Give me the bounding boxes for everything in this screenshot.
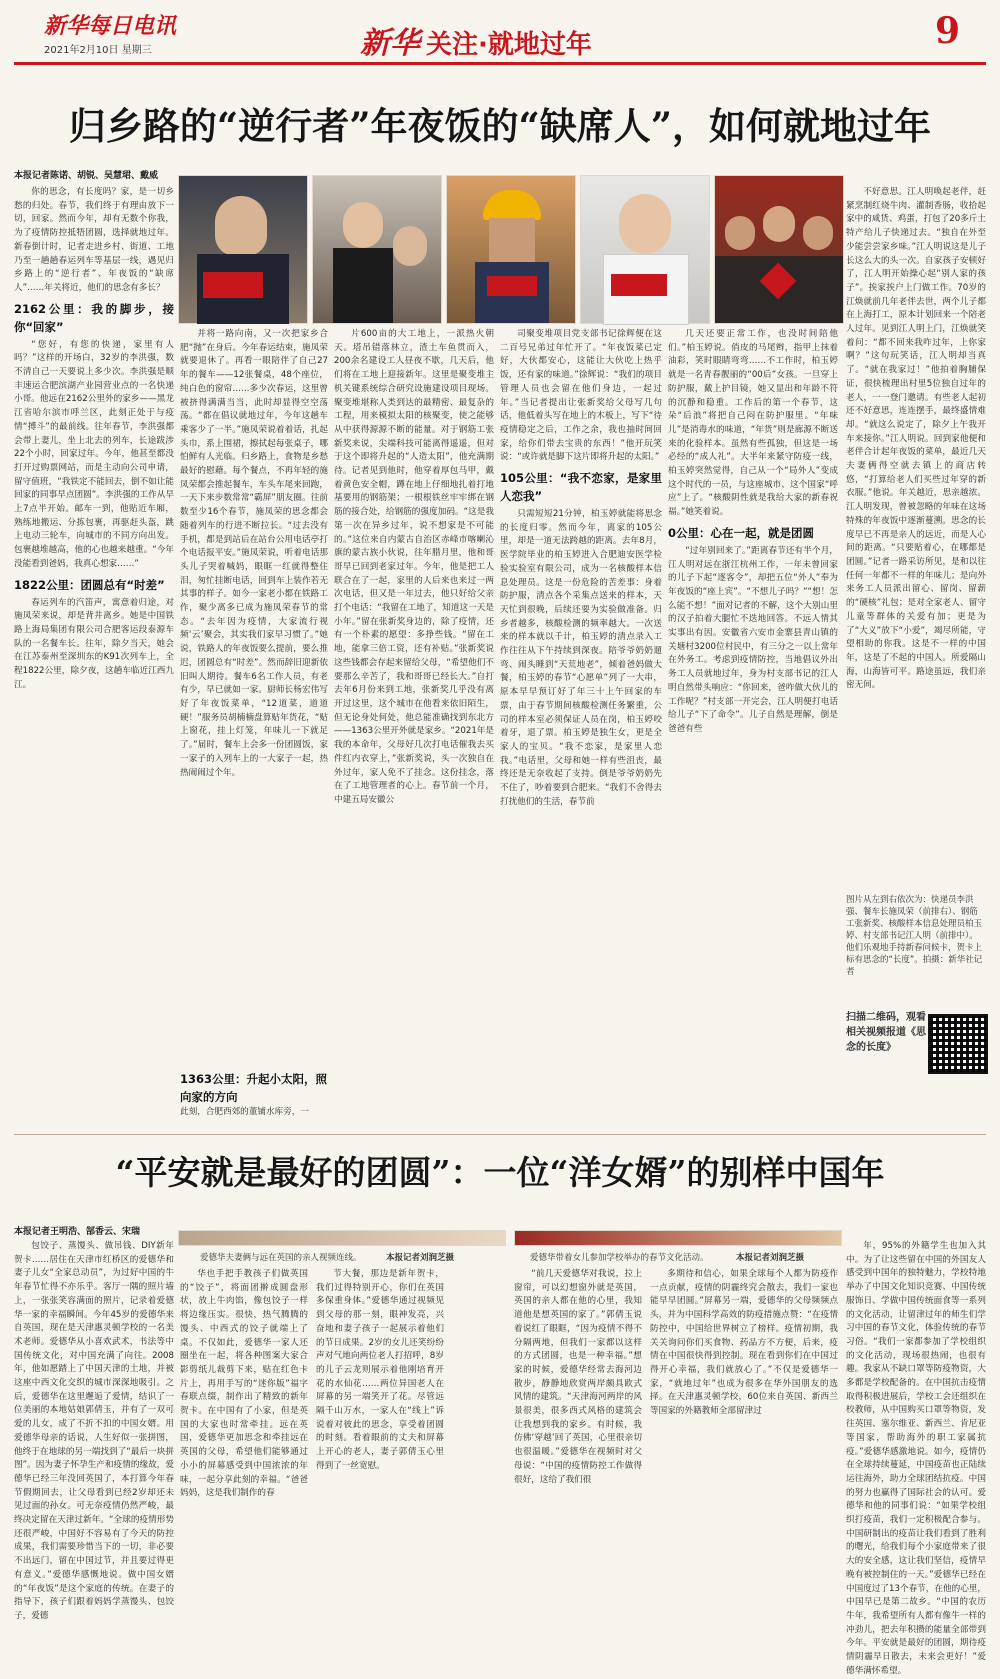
article1-byline: 本报记者陈诺、胡锐、吴慧珺、戴威 — [14, 171, 159, 181]
article2-caption2: 爱德华带着女儿参加学校举办的春节文化活动。 — [530, 1253, 709, 1263]
article1-subhead-0: 0公里：心在一起，就是团圆 — [668, 525, 815, 540]
article2-col3-text: 节大餐，那边是新年贺卡，我们过得特别开心，你们在英国多保重身体。”爱德华通过视频见到父母的那一刻，眼神发亮，兴奋地和妻子孩子一起展示着他们的节日成果。2岁的女儿还笑纷纷声对气地向两位老人打招呼，8岁的儿子云龙则展示着他刚培育开花的水仙花……两位异国老人在屏幕的另一端笑开了花。尽管远隔千山万水，一家人在“线上”诉说着对彼此的思念，享受着团圆的时刻。看着眼前的丈夫和屏幕上开心的老人，妻子郭倩玉心里得到了一丝宽慰。 — [316, 1269, 444, 1471]
article1-photo-strip — [178, 175, 842, 322]
article1-col6 — [846, 186, 986, 886]
article2-col1-text: 包饺子、蒸馒头、做吊钱、DIY新年贺卡……居住在天津市红桥区的爱德华和妻子儿女“全家总动员”，为过好中国的牛年春节忙得不亦乐乎。客厅一隅的照片墙上，一张张笑容满面的照片，记录着爱德华一家的幸福瞬间。今年45岁的爱德华来自英国，现在是天津惠灵顿学校的一名美术老师。爱德华从小喜欢武术，书法等中国传统文化，对中国充满了向往。2008年，他如愿踏上了中国天津的土地，并被这座中西文化交织的城市深深地吸引。之后，爱德华在这里邂逅了爱情，结识了一位美丽的本地姑娘郭倩玉，并有了一双可爱的儿女，成了不折不扣的中国女婿。用爱德华母亲的话说，人生好似一张拼图，他终于在地球的另一端找到了“最后一块拼图”。因为妻子怀孕生产和疫情的缘故，爱德华已经三年没回英国了，本打算今年春节假期回去，让父母看到已经2岁却还未见过面的孙女。可无奈疫情仍然严峻，最终决定留在天津过新年。“全球的疫情形势还很严峻，中国好不容易有了今天的防控成果，我们需要珍惜当下的一切，非必要不出远门，留在中国过节，并且要过得更有意义。”爱德华感慨地说。做中国女婿的“年夜饭”是这个家庭的传统。在妻子的指导下，孩子们跟着妈妈学蒸馒头、包饺子，爱德 — [14, 1241, 174, 1621]
article1-subhead-1822: 1822公里：团圆总有“时差” — [14, 577, 165, 592]
section-title: 关注·就地过年 — [426, 30, 592, 60]
article2-caption2-credit: 本报记者刘润芝摄 — [736, 1253, 805, 1263]
article1-subhead-1363: 1363公里：升起小太阳，照向家的方向 — [180, 1072, 328, 1104]
article1-col2 — [180, 328, 328, 1120]
article2-col6 — [846, 1240, 986, 1676]
article2-col5 — [650, 1268, 838, 1440]
section-logo: 新华 — [360, 26, 420, 61]
article2-col2 — [180, 1268, 308, 1499]
article1-col1-text: “您好，有您的快递，家里有人吗？”这样的开场白，32岁的李洪强，数不清自己一天要说上多少次。李洪强是顺丰速运合肥滨湖产业园营业点的一名快递小哥。他远在2162公里外的家乡——黑龙江省哈尔滨市呼兰区，此刻正处于与疫情“搏斗”的最前线。往年春节，李洪强都会带上妻儿，坐上北去的列车，长途跋涉22个小时，回家过年。今年，他甚至都没打开过购票网站，而是主动向公司申请，留守值班，“我铁定不能回去，倒不如让能回家的同事早点团圆”。李洪强的工作从早上7点半开始。邮车一到，他贴近车厢，熟练地搬运、分拣包裹，再驱赶头盔，跳上电动三轮车，向城市的不同方向出发。包裹越堆越高，他的心也越来越重。“今年没能看到爸妈，我真心想家……” — [14, 339, 174, 569]
page-number: 9 — [935, 10, 961, 52]
article-divider — [14, 1134, 986, 1135]
article2-col1 — [14, 1240, 174, 1621]
article1-col5-text: 几天还要正常工作，也没时间陪他们。”柏玉婷说。俏皮的马尾辫，指甲上抹着油彩，笑时眼睛弯弯……不工作时，柏玉婷就是一名青春靓丽的“00后”女孩。一旦穿上防护服，戴上护目镜，她又显出和年龄不符的沉静和稳重。工作后的第一个春节，这朵“后浪”将把自己闷在防护服里。“年味儿”是消毒水的味道，“年货”则是廊源不断送来的化验样本。虽然有些孤独，但这是一场必经的“成人礼”。大半年来紧守防疫一线，柏玉婷突然觉得，自己从一个“局外人”变成这个时代的一员，与这座城市、这个国家“呼应”上了。“核酸阴性就是我给大家的新春祝福。”她笑着说。 — [668, 329, 838, 518]
article1-col3 — [334, 328, 494, 1120]
article1-col1b-text: 春运列车的汽笛声，寓意着归途，对施凤荣来说，却是背井离乡。她是中国铁路上海局集团有限公司合肥客运段泰源车队的一名餐车长。往年，除夕当天，她会在江苏泰州至深圳东的K91次列车上，全程1822公里，除夕夜，这趟车临近江西九江。 — [14, 597, 174, 690]
article1-intro: 你的思念，有长度吗？家，是一切乡愁的归处。春节，我们终于有理由放下一切，回家。然而今年，却有无数个你我，为了疫情防控抵牾团圆，选择就地过年。新春倒计时，记者走进乡村、街道、工地乃至一趟趟春运列车等基层一线，遇见归乡路上的“逆行者”、年夜饭的“缺席人”……年关将近，他们的思念有多长？ — [14, 187, 174, 293]
qr-caption: 扫描二维码，观看相关视频报道《思念的长度》 — [846, 1012, 926, 1053]
article2-col2-text: 华也手把手教孩子们做英国的“饺子”，将面团擀成圆盘形状，放上牛肉馅，像包饺子一样将边缘压实。很快，热气腾腾的馒头、中西式的饺子就端上了桌。不仅如此，爱德华一家人还圈坐在一起，将各种图案大家合影剪纸儿裁剪下来，贴在红色卡片上，再用手写的“迷你版”福字春联点缀，制作出了精致的新年贺卡。在中国有了小家，但是英国的大家也时常牵挂。远在英国，爱德华更加思念和牵挂远在英国的父母，希望他们能够通过小小的屏幕感受到中国浓浓的年味，一起分享此刻的幸福。“爸爸妈妈，这是我们制作的春 — [180, 1269, 308, 1499]
qr-code[interactable] — [928, 1014, 988, 1074]
photo-video-call — [178, 1230, 506, 1246]
article1-headline: 归乡路的“逆行者”年夜饭的“缺席人”，如何就地过年 — [68, 104, 932, 148]
issue-date: 2021年2月10日 星期三 — [44, 45, 152, 56]
masthead-left — [44, 14, 224, 56]
article2-col6-text: 年，95%的外籍学生也加入其中。为了让这些留在中国的外国友人感受到中国年的独特魅力，学校特地举办了中国文化知识竞赛、中国传统服饰日、学做中国传统面食等一系列的文化活动，让留津过年的师生们学习中国的春节文化，体验传统的春节习俗。“我们一家都参加了学校组织的文化活动，现场很热闹，也很有趣。我家从不缺口罩等防疫物资，大多都是学校配备的。在中国抗击疫情取得积极进展后，学校工会还组织在校教师，从中国购买口罩等物资，发往英国、塞尔维亚、新西兰、肯尼亚等国家，帮助海外的职工家属抗疫。”爱德华感激地说。如今，疫情仍在全球持续蔓延，中国疫苗也正陆续运往海外，助力全球团结抗疫。中国的努力也赢得了国际社会的认可。爱德华和他的同事们说：“如果学校组织打疫苗，我们一定积极配合参与。中国研制出的疫苗让我们看到了胜利的曙光，给我们每个小家庭带来了很大的安全感，这让我们坚信，疫情早晚有被控制住的一天。”爱德华已经在中国度过了13个春节，在他的心里，中国早已是第二故乡。“中国的农历牛年，我希望所有人都有像牛一样的冲劲儿，把去年积攒的能量全部带到今年。平安就是最好的团圆，期待疫情阴霾早日散去，未来会更好！”爱德华满怀希望。 — [846, 1241, 986, 1676]
article2-col4 — [514, 1268, 642, 1485]
article2-col4-text: “前几天爱德华对我说，拉上窗帘，可以幻想窗外就是英国，英国的亲人都在他的心里，我知道他是想英国的家了。”郭倩玉说着说红了眼眶，“因为疫情不得不分隔两地，但我们一家都以这样的方式团圆，也是一种幸福。”想家的时候，爱德华经常去海河边散步，静静地欣赏两岸颇具欧式风情的建筑。“天津海河两岸的风景很美，很多西式风格的建筑会让我想到我的家乡。有时候，我仿佛‘穿越’回了英国，心里很亲切也很温暖。”爱德华在视频时对父母说：“中国的疫情防控工作做得很好，这给了我们很 — [514, 1269, 642, 1485]
article2-caption1: 爱德华夫妻俩与远在英国的亲人视频连线。 — [200, 1253, 362, 1263]
article2-byline: 本报记者王明浩、郜香云、宋瑞 — [14, 1227, 141, 1237]
article1-col2-bottom — [180, 1070, 328, 1122]
article1-col6-text: 不好意思。江人明唤起老伴，赶紧烹制红烧牛肉、灌制香肠，收拾起家中的咸货、鸡蛋，打包了20多斤土特产给儿子快递过去。“独自在外至少能尝尝家乡味。”江人明说这是儿子长这么大的头一次。自家孩子安顿好了，江人明开始操心起“别人家的孩子”。挨家挨户上门做工作。70岁的江焕就前几年老伴去世，两个儿子都在上海打工，原本计划回来一个陪老人过年。见到江人明上门，江焕就笑着问：“都不回来我咋过年，上你家啊？”这句玩笑话，江人明却当真了。“就在我家过！”他拍着胸脯保证，很快梳理出村里5位独自过年的老人，一一登门邀请。有些老人起初还不好意思，连连摆手，最终盛情难却。“就这么说定了，除夕上午我开车来接你。”江人明说。回到家他便和老伴合计起年夜饭的菜单，最近几天夫妻俩得空就去镇上的商店转悠，“打算给老人们买些过年穿的新衣服。”他说。年关越近，思亲越浓。江人明发现，曾被忽略的年味在这场特殊的年夜饭中逐渐蔓溯。思念的长度早已不再是亲人的远近，而是人心间的距离。“只要贴着心，在哪都是团圆。”记者一路采访所见，是和以往任何一年都不一样的年味儿；是向外来务工人员派出留心、留岗、留薪的“硬核”礼包；是对全家老人、留守儿童等群体的关爱有加；更是为了“大义”放下“小爱”，竭尽所能，守望相助的你我。这是不一样的中国年，这是了不起的中国人。所爱隔山海，山海皆可平。路途虽远，我们亲密无间。 — [846, 187, 986, 691]
photo-construction-worker — [446, 175, 576, 324]
article1-col4b-text: 只需短短21分钟，柏玉婷就能将思念的长度归零。然而今年，离家的105公里，却是一道无法跨越的距离。去年8月，医学院毕业的柏玉婷进入合肥迪安医学检验实验室有限公司，成为一名核酸样本信息处理员。这是一份危险的苦差事：身着防护服，清点各个采集点送来的样本，天天忙到很晚，后续还要为实验做准备。归乡者越多，核酸检测的频率越大。一次送来的样本就以千计，柏玉婷的清点录入工作往往从下午持续到深夜。陪爷爷奶奶遛弯、闹头睡到“天荒地老”，倾着爸妈做大餐，柏玉婷的春节“心愿单”列了一大串，原本早早预订好了年三十上午回家的车票，由于春节期间核酸检测任务繁重，公司的样本室必须保证人员在岗，柏玉婷咬着牙，退了票。柏玉婷是独生女，更是全家人的宝贝。“我不恋家，是家里人恋我。”电话里，父母和她一样有些沮丧，最终还是无奈收起了支持。倒是爷爷奶奶先不住了，吵着要到合肥来。“我们不舍得去打扰他们的生活，春节前 — [500, 509, 662, 807]
newspaper-brand: 新华每日电讯 — [44, 13, 177, 39]
article1-photo-caption: 图片从左到右依次为：快递员李洪强、餐车长施凤荣（前排右）、钢筋工张新奖、核酸样本信息处理员柏玉婷、村支部书记江人明（前排中）。他们乐观地手持新春问候卡，贺卡上标有思念的“长度”。拍摄：新华社记者 — [846, 895, 983, 977]
photo-village-secretary — [714, 175, 844, 324]
article1-subhead-2162: 2162公里：我的脚步，接你“回家” — [14, 301, 174, 334]
article1-col1 — [14, 186, 174, 1120]
article1-col4-text: 司聚变堆项目党支部书记徐辉便在这二百号兄弟过年忙开了。“年夜饭菜已定好，大伙都安心，这能让大伙吃上热乎饭，还有家的味道。”徐辉说：“我们的项目管理人员也会留在他们身边，一起过年。”当记者提出让张新奖给父母写几句话，他低着头写在地上的木板上，写下“待疫情稳定之后，工作之余，我也抽时间回家，给你们带去宝贵的东西！”他开玩笑说：“或许就是脚下这片即将升起的太阳。” — [500, 329, 662, 463]
article1-col2b-text: 此刻，合肥西郊的董铺水库旁，一 — [180, 1107, 309, 1117]
article2-caption1-credit: 本报记者刘润芝摄 — [386, 1253, 455, 1263]
photo-lab-technician — [580, 175, 710, 324]
article1-col3-text: 片600亩的大工地上，一派热火朝天。塔吊错落林立，渣土车鱼贯而入，200余名建设工人昼夜不歇，几天后，他们将在工地上迎接新年。这里是聚变堆主机关键系统综合研究设施建设项目现场。聚变堆堪称人类到达的最精密、最复杂的工程，用来模拟太阳的核聚变，使之能够从中获得源源不断的能量。对于钢筋工张新奖来说，尖端科技可能离得遥遥，但对于这个即将升起的“人造太阳”，他充满期待。记者见到他时，他穿着厚包马甲，戴着黄色安全帽，蹲在地上仔细地扎着打地基要用的钢筋架；一根根铁丝牢牢绑在钢筋的接合处，给钢筋的强度加码。“这是我第一次在异乡过年，说不想家是不可能的。”这位来自内蒙古自治区赤峰市喀喇沁旗的蒙古族小伙说，往年腊月里，他和哥哥早已回到老家过年。今年，他是把工人联合在了一起，家里的人后来也来过一两次电话，但又是一年过去，他只好给父亲打个电话：“我留在工地了，知道这一天是小年。”留在张新奖身边的，除了疫情，还有一个朴素的愿望：多挣些钱。“留在工地，能拿三倍工资，还有补贴。”张新奖说这些钱都会存起来留给父母，“希望他们不要那么辛苦了，我和哥哥已经长大。”自打去年6月份来到工地，张新奖几乎没有离开过这里，这个城市在他看来依旧陌生，但无论身处何处，他总能准确找到东北方——1363公里开外就是家乡。“2021年是我的本命年，父母好几次打电话催我去买件红内衣穿上，”张新奖说，头一次独自在外过年，家人免不了挂念。这份挂念，落在了工地管理者的心上。春节前一个月，中建五局安徽公 — [334, 329, 494, 805]
photo-courier — [178, 175, 308, 324]
article2-col3 — [316, 1268, 444, 1471]
photo-school-event — [514, 1230, 842, 1246]
article1-col5 — [668, 328, 838, 1120]
photo-dining-car — [312, 175, 442, 324]
article1-col4 — [500, 328, 662, 1120]
section-header — [360, 18, 660, 62]
article2-col5-text: 多期待和信心，如果全球每个人都为防疫作一点贡献，疫情的阴霾终究会散去，我们一家也能早早团圆。”屏幕另一端，爱德华的父母频频点头，并为中国科学高效的防疫措施点赞：“在疫情防控中，中国给世界树立了榜样。疫情初期，我关关询问你们买食物、药品方不方便，后来，疫情在中国很快得到控制。现在看到你们在中国过得开心幸福，我们就放心了。”不仅是爱德华一家，“就地过年”也成为很多在华外国朋友的选择。在天津惠灵顿学校，60位来自英国、新西兰等国家的外籍教师全部留津过 — [650, 1269, 838, 1417]
article1-col2-text: 并将一路向南，又一次把家乡合肥“抛”在身后。今年春运结束，施凤荣就要退休了。再看一眼陪伴了自己27年的餐车——12张餐桌，48个座位，纯白色的窗帘……多少次春运，这里曾被挤得满满当当，此时却显得空空荡荡。“都在倡议就地过年，今年这趟车乘客少了一半。”施凤荣说着着话，扎起头巾，系上围裙，擦拭起每张桌子，哪怕鲜有人光临。归乡路上，食物是乡愁最好的慰藉。每个餐点，不再年轻的施凤荣都会推起餐车，车头车尾来回跑，一天下来步数常常“霸屏”朋友圈。往前数至少16个春节，施凤荣的思念都会随着列车的行进不断拉长。“过去没有手机，都是到站后在站台公用电话亭打个电话报平安。”施凤荣说，听着电话那头儿子哭着喊妈，眼眶一红就得整住泪，匆忙挂断电话，回到车上装作若无其事的样子。如今一家老小都在铁路工作，聚少离多已成为施凤荣春节的常态。“去年因为疫情，大家流行视频‘云’聚会，其实我们家早习惯了。”她说，铁路人的年夜饭要么提前，要么推迟，团圆总有“时差”。然而辞旧迎新依旧叫人期待。餐车6名工作人员，有老有少，早已就如一家。厨师长杨宏伟写好了年夜饭菜单，“12道菜，道道硬！”服务员胡楠楠盘算贴年货花，“贴上窗花，挂上灯笼，年味儿一下就足了。”届时，餐车上会多一份团圆饭，家一家子的入列车上的一大家子一起，热热闹闹过个年。 — [180, 329, 328, 778]
article1-subhead-105: 105公里：“我不恋家，是家里人恋我” — [500, 471, 662, 504]
article1-col5b-text: “过年别回来了。”距离春节还有半个月，江人明对远在浙江杭州工作，一年未曾回家的儿子下起“逐客令”，却把五位“外人”奉为年夜饭的“座上宾”。“不想儿子吗？”“想！怎么能不想！”面对记者的不解，这个大别山里的汉子拍着大腿忙不迭地回答。不远人情其实事出有因。安徽省六安市金寨县青山镇的关塘村3200位村民中，有三分之一以上常年在外务工。考虑到疫情防控，当地倡议外出务工人员就地过年，身为村支部书记的江人明自然带头响应：“你回来，爸咋做大伙儿的工作呢？”村支部一开完会，江人明便打电话给儿子“下了命令”。儿子自然是理解，倒是爸爸有些 — [668, 545, 838, 734]
article2-headline: “平安就是最好的团圆”：一位“洋女婿”的别样中国年 — [115, 1153, 885, 1192]
top-rule — [14, 62, 986, 65]
